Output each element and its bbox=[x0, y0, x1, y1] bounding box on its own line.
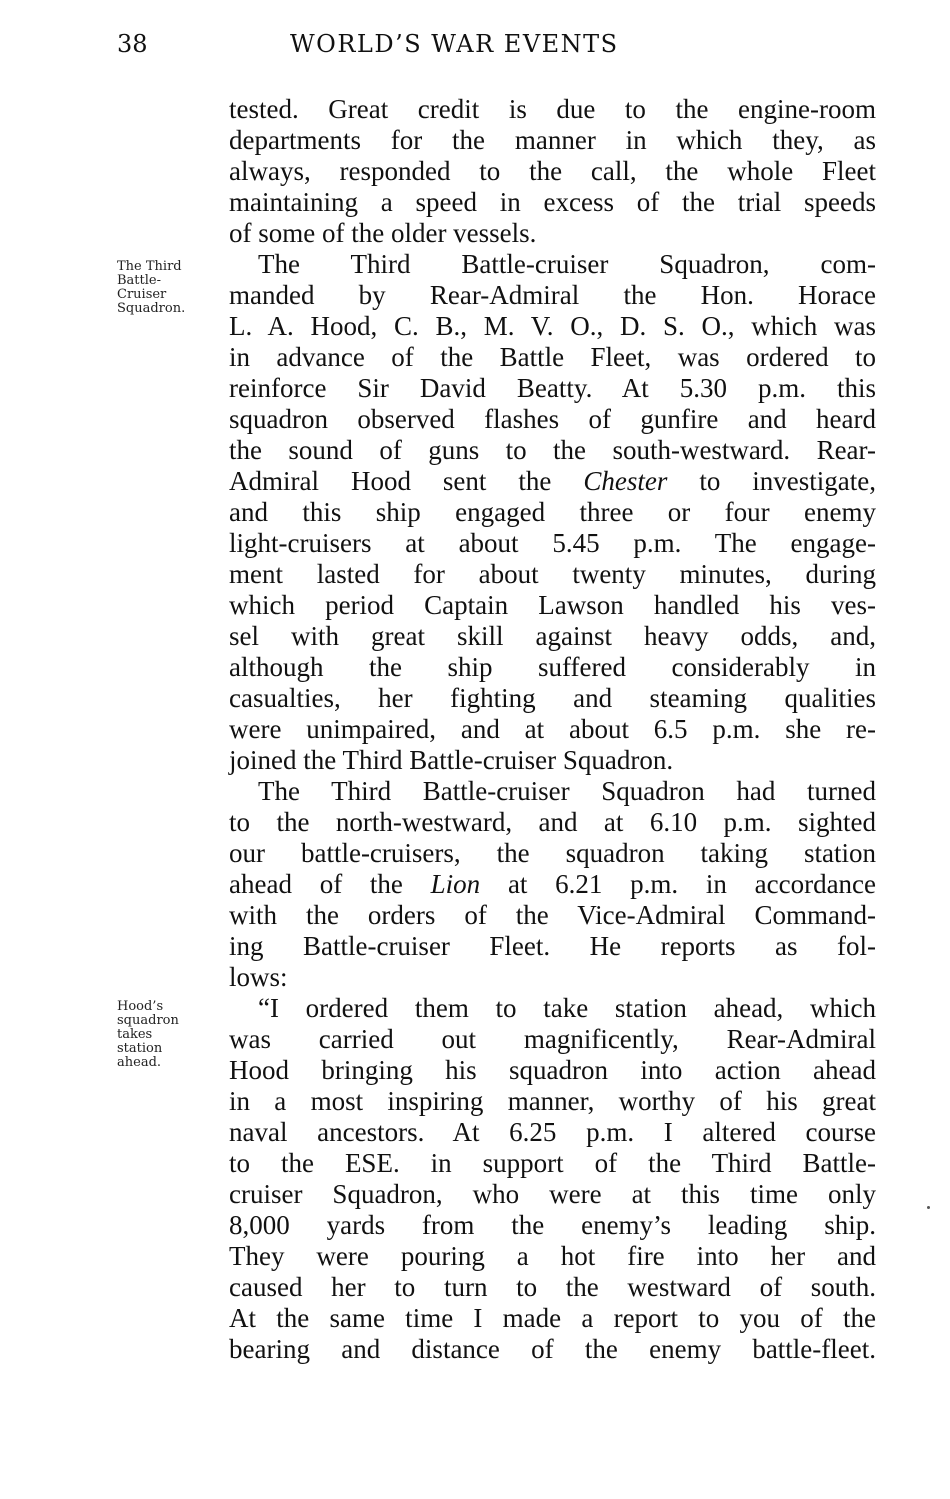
text-line: lows: bbox=[229, 962, 288, 992]
sidenote-line: Squadron. bbox=[117, 301, 186, 316]
text-line: in advance of the Battle Fleet, was ordered to bbox=[229, 342, 876, 372]
text-fragment: ahead of the bbox=[229, 869, 403, 899]
text-line: the sound of guns to the south-westward. Rear- bbox=[229, 435, 876, 465]
text-line-with-ship-name bbox=[229, 466, 876, 497]
text-line: of some of the older vessels. bbox=[229, 218, 537, 248]
text-line: to the north-westward, and at 6.10 p.m. sighted bbox=[229, 807, 876, 837]
text-line: our battle-cruisers, the squadron taking station bbox=[229, 838, 876, 868]
sidenote-line: The Third bbox=[117, 259, 182, 274]
sidenote-third-battle-cruiser-squadron bbox=[117, 260, 185, 316]
text-line: were unimpaired, and at about 6.5 p.m. she re- bbox=[229, 714, 876, 744]
text-line: They were pouring a hot fire into her and bbox=[229, 1241, 876, 1271]
sidenote-line: ahead. bbox=[117, 1055, 162, 1070]
text-line: although the ship suffered considerably in bbox=[229, 652, 876, 682]
ship-name-lion: Lion bbox=[430, 869, 481, 899]
text-line: and this ship engaged three or four enemy bbox=[229, 497, 876, 527]
sidenote-line: takes bbox=[117, 1027, 153, 1042]
text-line: L. A. Hood, C. B., M. V. O., D. S. O., which was bbox=[229, 311, 876, 341]
text-line: departments for the manner in which they, as bbox=[229, 125, 876, 155]
text-line: “I ordered them to take station ahead, which bbox=[258, 993, 876, 1023]
running-title: WORLD’S WAR EVENTS bbox=[290, 30, 619, 58]
text-line: cruiser Squadron, who were at this time only bbox=[229, 1179, 876, 1209]
text-fragment: Admiral Hood sent the bbox=[229, 466, 552, 496]
text-line: squadron observed flashes of gunfire and heard bbox=[229, 404, 876, 434]
text-line-with-ship-name bbox=[229, 869, 876, 900]
text-line: The Third Battle-cruiser Squadron, com- bbox=[258, 249, 876, 279]
text-line: joined the Third Battle-cruiser Squadron. bbox=[229, 745, 674, 775]
text-line: At the same time I made a report to you of the bbox=[229, 1303, 876, 1333]
page-number: 38 bbox=[117, 30, 148, 58]
ink-speck bbox=[927, 1206, 930, 1209]
sidenote-hoods-squadron-takes-station bbox=[117, 1000, 179, 1070]
text-line: caused her to turn to the westward of south. bbox=[229, 1272, 876, 1302]
text-line: The Third Battle-cruiser Squadron had turned bbox=[258, 776, 876, 806]
text-line: ment lasted for about twenty minutes, during bbox=[229, 559, 876, 589]
text-line: was carried out magnificently, Rear-Admiral bbox=[229, 1024, 876, 1054]
text-line: ing Battle-cruiser Fleet. He reports as fol- bbox=[229, 931, 876, 961]
text-line: casualties, her fighting and steaming qualities bbox=[229, 683, 876, 713]
sidenote-line: squadron bbox=[117, 1013, 179, 1028]
text-line: 8,000 yards from the enemy’s leading ship. bbox=[229, 1210, 876, 1240]
text-line: which period Captain Lawson handled his ves- bbox=[229, 590, 876, 620]
ship-name-chester: Chester bbox=[583, 466, 668, 496]
text-line: Hood bringing his squadron into action ahead bbox=[229, 1055, 876, 1085]
text-line: bearing and distance of the enemy battle-fleet. bbox=[229, 1334, 876, 1364]
text-line: always, responded to the call, the whole Fleet bbox=[229, 156, 876, 186]
text-line: manded by Rear-Admiral the Hon. Horace bbox=[229, 280, 876, 310]
sidenote-line: Cruiser bbox=[117, 287, 167, 302]
text-line: in a most inspiring manner, worthy of his great bbox=[229, 1086, 876, 1116]
sidenote-line: Battle- bbox=[117, 273, 161, 288]
text-line: sel with great skill against heavy odds, and, bbox=[229, 621, 876, 651]
text-line: with the orders of the Vice-Admiral Command- bbox=[229, 900, 876, 930]
text-line: tested. Great credit is due to the engine-room bbox=[229, 94, 876, 124]
sidenote-line: Hood’s bbox=[117, 999, 164, 1014]
sidenote-line: station bbox=[117, 1041, 163, 1056]
text-fragment: to investigate, bbox=[699, 466, 876, 496]
text-fragment: at 6.21 p.m. in accordance bbox=[507, 869, 877, 899]
text-line: light-cruisers at about 5.45 p.m. The engage- bbox=[229, 528, 876, 558]
page-header bbox=[0, 30, 950, 70]
text-line: to the ESE. in support of the Third Battle- bbox=[229, 1148, 876, 1178]
text-line: naval ancestors. At 6.25 p.m. I altered course bbox=[229, 1117, 876, 1147]
text-line: reinforce Sir David Beatty. At 5.30 p.m. this bbox=[229, 373, 876, 403]
text-line: maintaining a speed in excess of the trial speeds bbox=[229, 187, 876, 217]
